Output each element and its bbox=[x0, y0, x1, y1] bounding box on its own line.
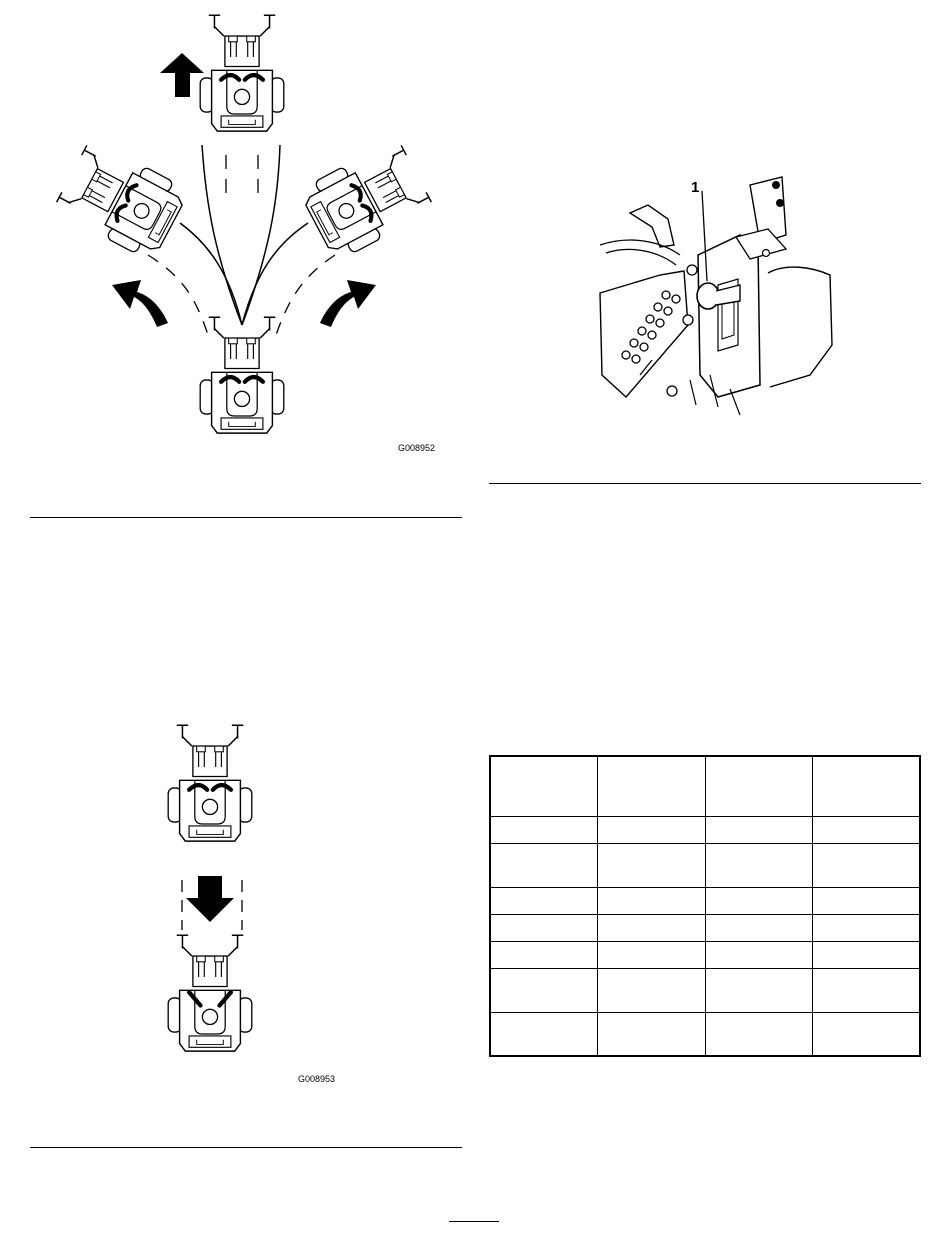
tractor-turning-illustration bbox=[30, 5, 460, 460]
table-cell bbox=[598, 816, 706, 843]
table-row bbox=[490, 968, 920, 1012]
table-cell bbox=[490, 914, 598, 941]
arrow-down-icon bbox=[186, 876, 234, 922]
table-cell bbox=[705, 843, 813, 887]
table-cell bbox=[598, 756, 706, 816]
table-cell bbox=[705, 756, 813, 816]
table-cell bbox=[813, 816, 921, 843]
curved-arrow-right-icon bbox=[320, 280, 376, 327]
control-knob-illustration bbox=[590, 175, 835, 420]
arrow-up-icon bbox=[160, 53, 204, 97]
figure-id-label: G008953 bbox=[298, 1074, 336, 1084]
table-cell bbox=[705, 914, 813, 941]
table-cell bbox=[705, 887, 813, 914]
table-row bbox=[490, 941, 920, 968]
control-figure bbox=[590, 175, 835, 420]
table-row bbox=[490, 1012, 920, 1056]
table-cell bbox=[598, 843, 706, 887]
curved-arrow-left-icon bbox=[112, 280, 168, 327]
page-footer-rule bbox=[449, 1221, 499, 1222]
spec-table bbox=[489, 755, 921, 1057]
divider-rule bbox=[30, 1147, 462, 1148]
turning-figure bbox=[30, 5, 460, 460]
knob-icon bbox=[697, 283, 719, 309]
callout-number: 1 bbox=[691, 179, 700, 196]
table-cell bbox=[705, 1012, 813, 1056]
table-cell bbox=[813, 1012, 921, 1056]
divider-rule bbox=[30, 517, 462, 518]
tractor-reverse-illustration bbox=[150, 700, 360, 1095]
table-row bbox=[490, 843, 920, 887]
table-cell bbox=[598, 914, 706, 941]
divider-rule bbox=[489, 483, 921, 484]
table-cell bbox=[490, 816, 598, 843]
table-cell bbox=[490, 843, 598, 887]
table-cell bbox=[490, 1012, 598, 1056]
table-cell bbox=[813, 914, 921, 941]
table-cell bbox=[490, 756, 598, 816]
reverse-figure bbox=[150, 700, 360, 1095]
figure-id-label: G008952 bbox=[398, 443, 436, 453]
table-cell bbox=[705, 968, 813, 1012]
table-cell bbox=[490, 887, 598, 914]
table-row bbox=[490, 816, 920, 843]
table-row bbox=[490, 887, 920, 914]
table-cell bbox=[598, 968, 706, 1012]
table-cell bbox=[490, 968, 598, 1012]
table-cell bbox=[813, 941, 921, 968]
table-cell bbox=[705, 941, 813, 968]
table-cell bbox=[598, 887, 706, 914]
table-cell bbox=[598, 941, 706, 968]
table-cell bbox=[813, 756, 921, 816]
table-row bbox=[490, 914, 920, 941]
table-cell bbox=[598, 1012, 706, 1056]
table-cell bbox=[813, 843, 921, 887]
table-cell bbox=[705, 816, 813, 843]
table-cell bbox=[490, 941, 598, 968]
table-row bbox=[490, 756, 920, 816]
table-cell bbox=[813, 968, 921, 1012]
table-cell bbox=[813, 887, 921, 914]
